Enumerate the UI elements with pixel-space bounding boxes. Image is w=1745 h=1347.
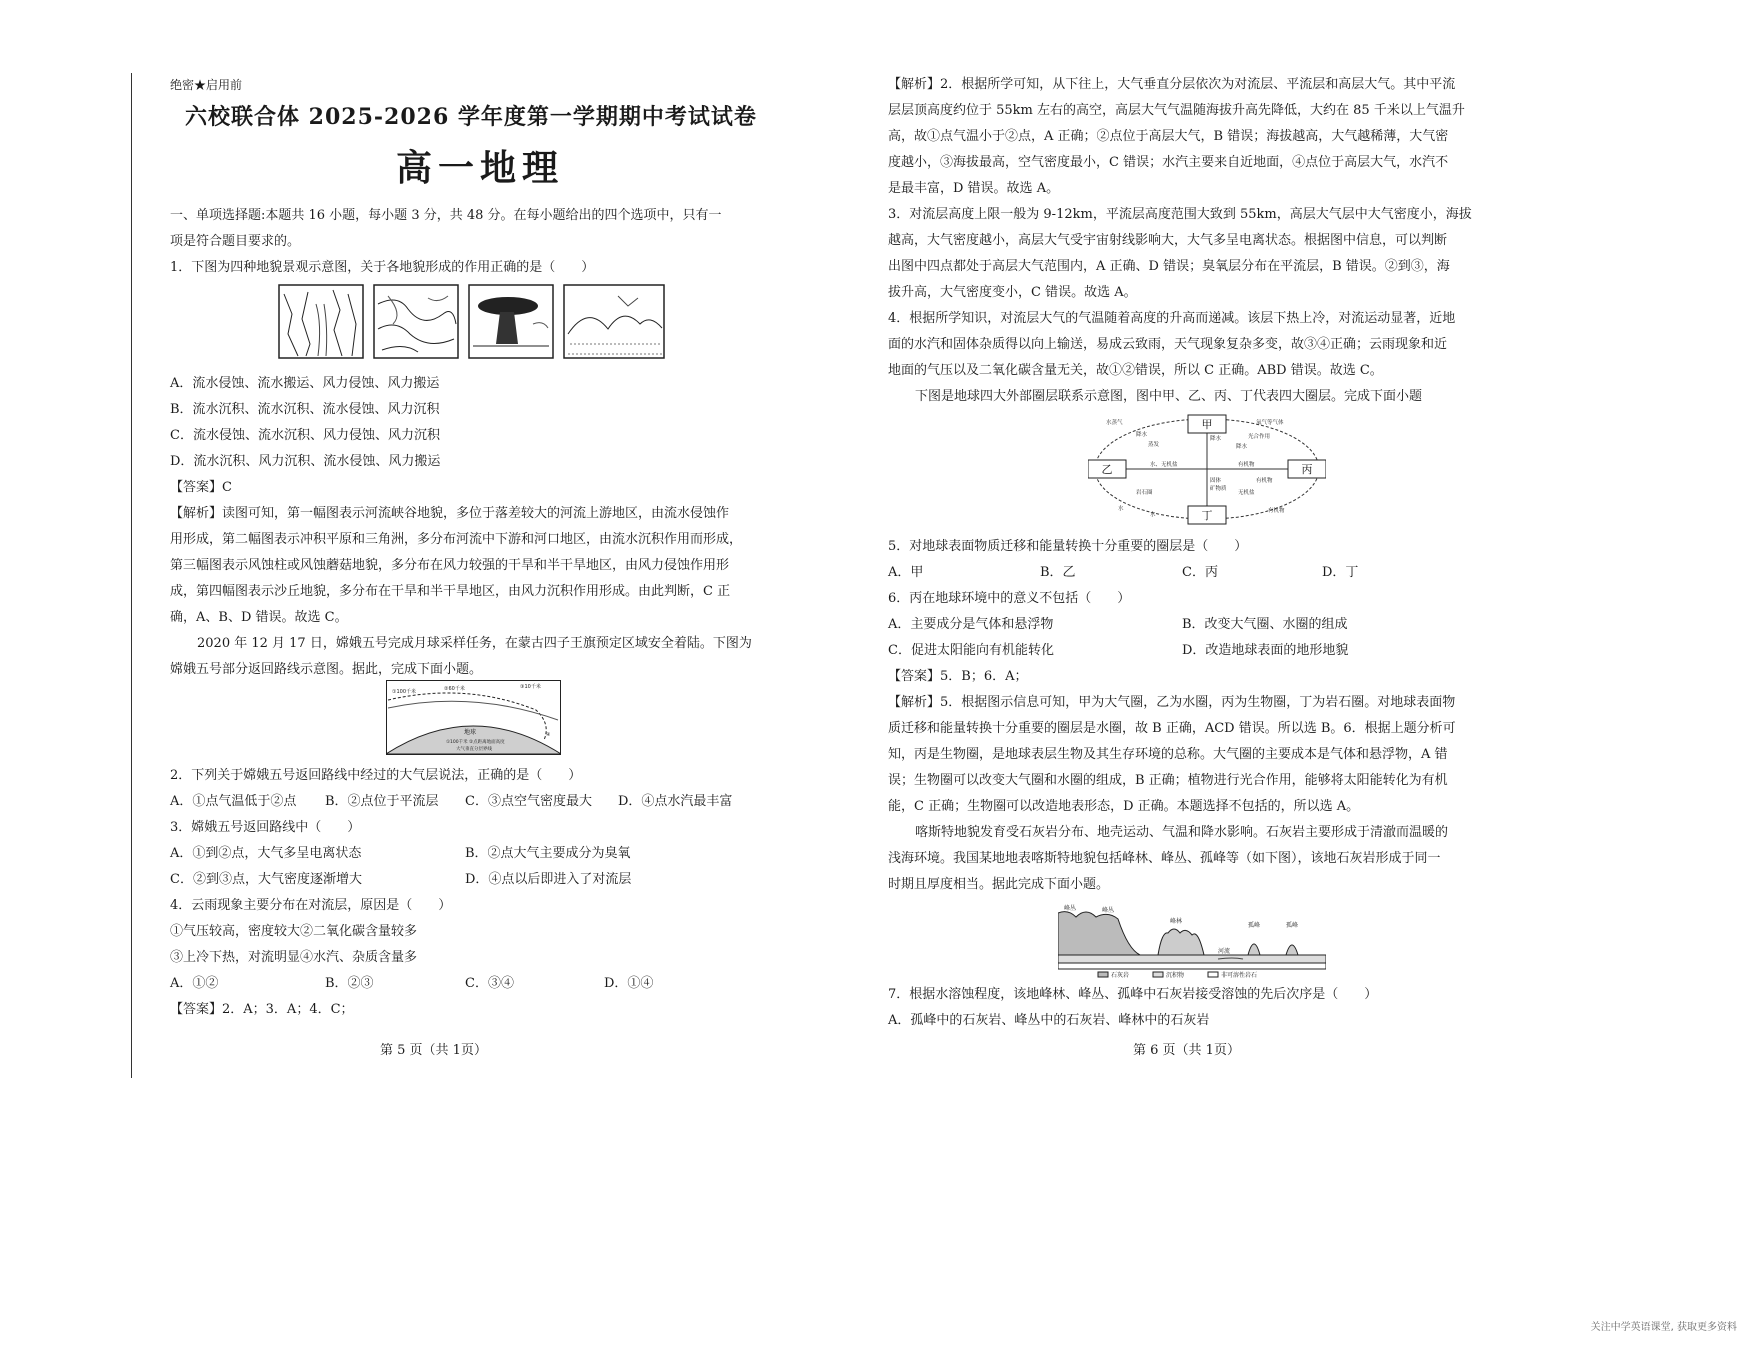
q1-stem: 1．下图为四种地貌景观示意图，关于各地貌形成的作用正确的是（ ） xyxy=(170,260,595,275)
karst-figure xyxy=(1058,903,1326,978)
fig56-label-12: 有机物 xyxy=(1268,508,1285,514)
fig7-label-3: 峰林 xyxy=(1170,918,1183,925)
sphere-box-jia xyxy=(1188,415,1226,433)
q2-4-analysis-2: 层层顶高度约位于 55km 左右的高空，高层大气气温随海拔升高先降低，大约在 85 千米以上气温升 xyxy=(888,103,1465,118)
q5-stem: 5．对地球表面物质迁移和能量转换十分重要的圈层是（ ） xyxy=(888,539,1248,554)
landform-figure xyxy=(278,284,668,360)
q1-analysis-3: 第三幅图表示风蚀柱或风蚀蘑菇地貌，多分布在风力较强的干旱和半干旱地区，由风力侵蚀作用形 xyxy=(170,558,730,573)
fig56-label-16: 矿物质 xyxy=(1210,486,1227,492)
q3-option-c: C．②到③点，大气密度逐渐增大 xyxy=(170,872,362,887)
karst-svg xyxy=(1058,903,1326,978)
q2-4-analysis-4: 度越小，③海拔最高，空气密度最小，C 错误；水汽主要来自近地面，④点位于高层大气，水汽不 xyxy=(888,155,1449,170)
sphere-box-yi xyxy=(1088,460,1126,478)
fig2-legend-2: 大气垂直分层界线 xyxy=(456,747,492,752)
fig2-label-2: ②60千米 xyxy=(444,686,465,692)
fig56-label-15: 固体 xyxy=(1210,478,1222,484)
q4-item-1: ①气压较高，密度较大②二氧化碳含量较多 xyxy=(170,924,418,939)
q2-4-analysis-12: 地面的气压以及二氧化碳含量无关，故①②错误，所以 C 正确。ABD 错误。故选 C。 xyxy=(888,363,1383,378)
return-path-svg xyxy=(386,680,561,755)
fig7-label-2: 峰丛 xyxy=(1102,907,1115,914)
fig56-label-14: 水 xyxy=(1150,512,1156,518)
q5-6-analysis-1: 【解析】5．根据图示信息可知，甲为大气圈，乙为水圈，丙为生物圈，丁为岩石圈。对地球表面物 xyxy=(888,695,1456,710)
q2-intro-1: 2020 年 12 月 17 日，嫦娥五号完成月球采样任务，在蒙古四子王旗预定区域安全着陆。下图为 xyxy=(197,636,752,651)
q4-option-d: D．①④ xyxy=(604,976,654,991)
binding-margin-line xyxy=(131,73,132,1078)
mushroom-rock-panel xyxy=(469,285,553,358)
q1-option-c: C．流水侵蚀、流水沉积、风力侵蚀、风力沉积 xyxy=(170,428,440,443)
q3-option-d: D．④点以后即进入了对流层 xyxy=(465,872,632,887)
fig2-label-3: ③10千米 xyxy=(520,684,541,690)
fig56-label-6: 蒸发 xyxy=(1148,442,1160,448)
fig2-legend-1: ①100千米 ②点距离地面高度 xyxy=(446,740,505,745)
q2-option-d: D．④点水汽最丰富 xyxy=(618,794,733,809)
fig7-label-5: 孤峰 xyxy=(1286,922,1299,929)
fig7-legend-1: 石灰岩 xyxy=(1111,972,1130,978)
q4-stem: 4．云雨现象主要分布在对流层，原因是（ ） xyxy=(170,898,452,913)
fig7-label-4: 孤峰 xyxy=(1248,922,1261,929)
q2-intro-2: 嫦娥五号部分返回路线示意图。据此，完成下面小题。 xyxy=(170,662,483,677)
fig2-label-4: ④ xyxy=(546,732,551,738)
q3-stem: 3．嫦娥五号返回路线中（ ） xyxy=(170,820,361,835)
fig56-label-3: 降水 xyxy=(1136,432,1148,438)
q4-option-c: C．③④ xyxy=(465,976,514,991)
q2-4-analysis-5: 是最丰富，D 错误。故选 A。 xyxy=(888,181,1060,196)
floodplain-panel xyxy=(374,285,458,358)
fig56-label-7: 光合作用 xyxy=(1248,434,1271,440)
q2-stem: 2．下列关于嫦娥五号返回路线中经过的大气层说法，正确的是（ ） xyxy=(170,768,582,783)
section-heading: 一、单项选择题:本题共 16 小题，每小题 3 分，共 48 分。在每小题给出的四个选项中，只有一 xyxy=(170,208,722,223)
canyon-panel xyxy=(279,285,363,358)
q2-4-analysis-3: 高，故①点气温小于②点，A 正确；②点位于高层大气，B 错误；海拔越高，大气越稀薄，大气密 xyxy=(888,129,1449,144)
fig56-label-17: 水 xyxy=(1118,506,1124,512)
q3-option-b: B．②点大气主要成分为臭氧 xyxy=(465,846,631,861)
landform-panels-svg xyxy=(278,284,668,360)
q2-4-analysis-10: 4．根据所学知识，对流层大气的气温随着高度的升高而递减。该层下热上冷，对流运动显著，近地 xyxy=(888,311,1456,326)
q1-analysis-5: 确，A、B、D 错误。故选 C。 xyxy=(170,610,348,625)
sand-dune-panel xyxy=(564,285,664,358)
fig56-label-13: 岩石圈 xyxy=(1136,490,1153,496)
box-label-jia: 甲 xyxy=(1201,418,1213,431)
q5-option-d: D．丁 xyxy=(1322,565,1359,580)
q5-option-c: C．丙 xyxy=(1182,565,1218,580)
q2-4-answer: 【答案】2．A；3．A；4．C； xyxy=(170,1002,354,1017)
q2-4-analysis-9: 拔升高，大气密度变小，C 错误。故选 A。 xyxy=(888,285,1137,300)
spheres-figure xyxy=(1088,410,1326,528)
sphere-box-bing xyxy=(1288,460,1326,478)
q6-option-a: A．主要成分是气体和悬浮物 xyxy=(888,617,1054,632)
q2-option-b: B．②点位于平流层 xyxy=(325,794,439,809)
q2-4-analysis-8: 出图中四点都处于高层大气范围内，A 正确、D 错误；臭氧层分布在平流层，B 错误。②到③，海 xyxy=(888,259,1450,274)
box-label-bing: 丙 xyxy=(1301,463,1313,476)
q1-analysis-1: 【解析】读图可知，第一幅图表示河流峡谷地貌，多位于落差较大的河流上游地区，由流水侵蚀作 xyxy=(170,506,730,521)
q7-intro-3: 时期且厚度相当。据此完成下面小题。 xyxy=(888,877,1110,892)
q2-option-c: C．③点空气密度最大 xyxy=(465,794,592,809)
q1-option-d: D．流水沉积、风力沉积、流水侵蚀、风力搬运 xyxy=(170,454,441,469)
q2-4-analysis-7: 越高，大气密度越小，高层大气受宇宙射线影响大，大气多呈电离状态。根据图中信息，可以判断 xyxy=(888,233,1448,248)
q5-6-answer: 【答案】5．B；6．A； xyxy=(888,669,1028,684)
q7-option-a: A．孤峰中的石灰岩、峰丛中的石灰岩、峰林中的石灰岩 xyxy=(888,1013,1210,1028)
fig56-label-9: 有机物 xyxy=(1238,462,1255,468)
q7-stem: 7．根据水溶蚀程度，该地峰林、峰丛、孤峰中石灰岩接受溶蚀的先后次序是（ ） xyxy=(888,987,1378,1002)
q1-analysis-4: 成，第四幅图表示沙丘地貌，多分布在干旱和半干旱地区，由风力沉积作用形成。由此判断，C 正 xyxy=(170,584,731,599)
fig56-label-2: 氧气等气体 xyxy=(1256,420,1284,426)
q5-6-intro: 下图是地球四大外部圈层联系示意图，图中甲、乙、丙、丁代表四大圈层。完成下面小题 xyxy=(915,389,1423,404)
fig56-label-10: 有机物 xyxy=(1256,478,1273,484)
q7-intro-1: 喀斯特地貌发育受石灰岩分布、地壳运动、气温和降水影响。石灰岩主要形成于清澈而温暖的 xyxy=(915,825,1449,840)
confidential-label: 绝密★启用前 xyxy=(170,78,243,92)
page-5-footer: 第 5 页（共 1页） xyxy=(380,1043,487,1058)
fig2-label-1: ①100千米 xyxy=(392,689,417,695)
q2-4-analysis-11: 面的水汽和固体杂质得以向上输送，易成云致雨，天气现象复杂多变，故③④正确；云雨现象和近 xyxy=(888,337,1448,352)
q4-option-b: B．②③ xyxy=(325,976,374,991)
q6-stem: 6．丙在地球环境中的意义不包括（ ） xyxy=(888,591,1131,606)
box-label-ding: 丁 xyxy=(1201,509,1213,522)
sphere-box-ding xyxy=(1188,506,1226,524)
fig56-label-4: 降水 xyxy=(1210,436,1222,442)
q2-4-analysis-1: 【解析】2．根据所学可知，从下往上，大气垂直分层依次为对流层、平流层和高层大气。其中平流 xyxy=(888,77,1456,92)
q5-6-analysis-5: 能，C 正确；生物圈可以改造地表形态，D 正确。本题选择不包括的，所以选 A。 xyxy=(888,799,1360,814)
q5-6-analysis-2: 质迁移和能量转换十分重要的圈层是水圈，故 B 正确，ACD 错误。所以选 B。6．根据上题分析可 xyxy=(888,721,1456,736)
fig7-label-1: 峰丛 xyxy=(1064,905,1077,912)
q5-6-analysis-3: 知，丙是生物圈，是地球表层生物及其生存环境的总称。大气圈的主要成本是气体和悬浮物，A 错 xyxy=(888,747,1448,762)
q1-answer: 【答案】C xyxy=(170,480,232,495)
fig56-label-5: 降水 xyxy=(1236,444,1248,450)
fig7-label-6: 河流 xyxy=(1218,948,1231,955)
q6-option-c: C．促进太阳能向有机能转化 xyxy=(888,643,1054,658)
section-heading-cont: 项是符合题目要求的。 xyxy=(170,234,301,249)
q2-4-analysis-6: 3．对流层高度上限一般为 9-12km，平流层高度范围大致到 55km，高层大气层中大气密度小，海拔 xyxy=(888,207,1472,222)
fig56-label-8: 水、无机盐 xyxy=(1150,462,1178,468)
fig56-label-11: 无机盐 xyxy=(1238,490,1255,496)
fig7-legend-3: 非可溶性岩石 xyxy=(1221,972,1258,978)
spheres-svg xyxy=(1088,410,1326,528)
q7-intro-2: 浅海环境。我国某地地表喀斯特地貌包括峰林、峰丛、孤峰等（如下图），该地石灰岩形成于同一 xyxy=(888,851,1441,866)
q1-option-b: B．流水沉积、流水沉积、流水侵蚀、风力沉积 xyxy=(170,402,440,417)
q4-item-2: ③上冷下热，对流明显④水汽、杂质含量多 xyxy=(170,950,418,965)
q2-option-a: A．①点气温低于②点 xyxy=(170,794,297,809)
q1-analysis-2: 用形成，第二幅图表示冲积平原和三角洲，多分布河流中下游和河口地区，由流水沉积作用而形成， xyxy=(170,532,743,547)
q5-6-analysis-4: 误；生物圈可以改变大气圈和水圈的组成，B 正确；植物进行光合作用，能够将太阳能转化为有机 xyxy=(888,773,1448,788)
subject-title: 高一地理 xyxy=(396,147,565,189)
fig56-label-1: 水蒸气 xyxy=(1106,420,1123,426)
q6-option-d: D．改造地球表面的地形地貌 xyxy=(1182,643,1349,658)
page-6-footer: 第 6 页（共 1页） xyxy=(1133,1043,1240,1058)
q5-option-b: B．乙 xyxy=(1040,565,1076,580)
q6-option-b: B．改变大气圈、水圈的组成 xyxy=(1182,617,1348,632)
fig7-legend-2: 沉积物 xyxy=(1166,972,1185,978)
q3-option-a: A．①到②点，大气多呈电离状态 xyxy=(170,846,362,861)
watermark-text: 关注中学英语课堂, 获取更多资料 xyxy=(1590,1322,1737,1333)
q5-option-a: A．甲 xyxy=(888,565,924,580)
fig2-earth-label: 地球 xyxy=(464,729,477,736)
q1-option-a: A．流水侵蚀、流水搬运、风力侵蚀、风力搬运 xyxy=(170,376,440,391)
return-path-figure xyxy=(386,680,561,755)
exam-title: 六校联合体 2025-2026 学年度第一学期期中考试试卷 xyxy=(185,104,757,130)
q4-option-a: A．①② xyxy=(170,976,219,991)
box-label-yi: 乙 xyxy=(1101,463,1113,476)
